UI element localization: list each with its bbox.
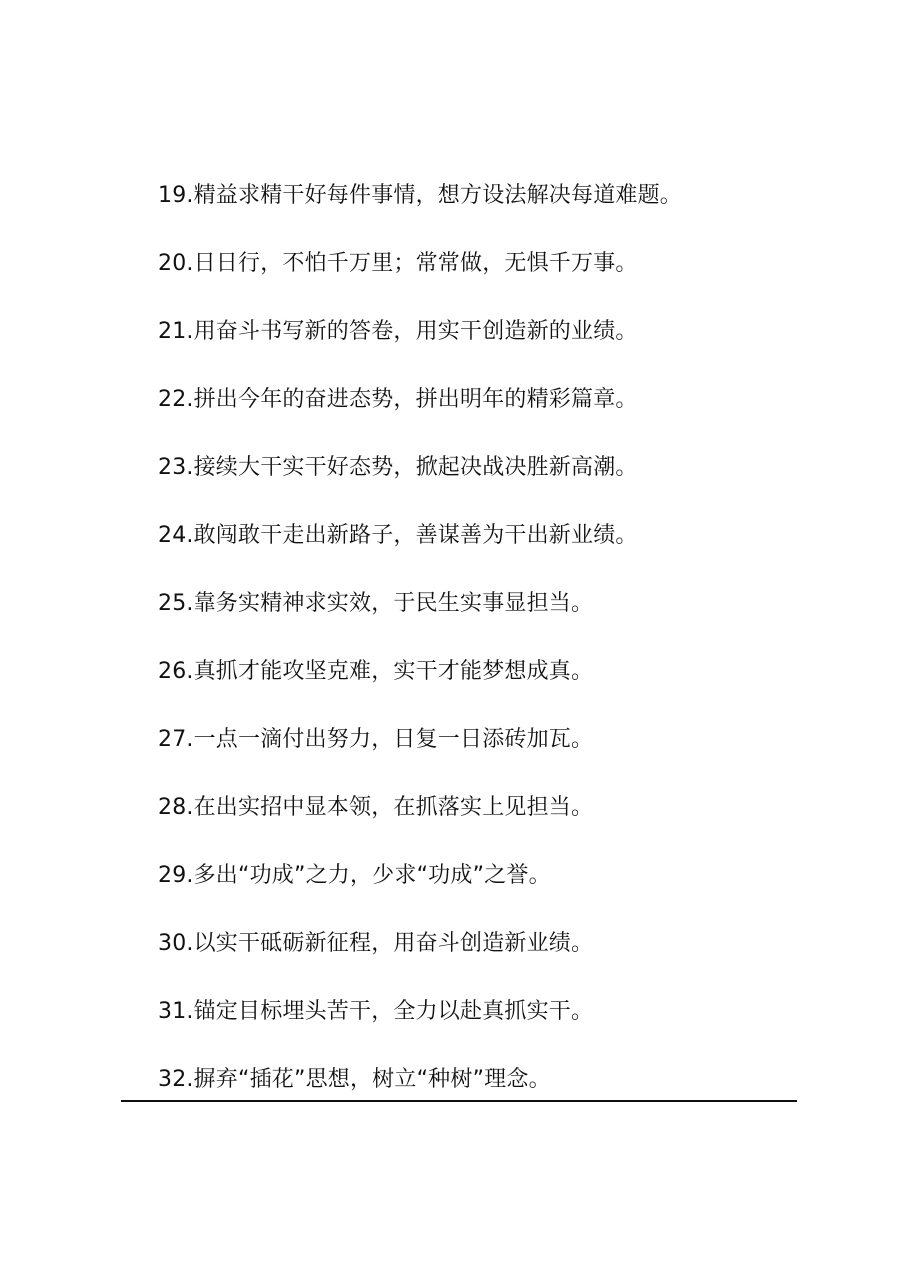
- list-item: 25.靠务实精神求实效，于民生实事显担当。: [158, 591, 594, 616]
- list-item: 20.日日行，不怕千万里；常常做，无惧千万事。: [158, 251, 638, 276]
- slogan-list: [158, 178, 798, 1130]
- list-item: 22.拼出今年的奋进态势，拼出明年的精彩篇章。: [158, 387, 638, 412]
- list-item: 26.真抓才能攻坚克难，实干才能梦想成真。: [158, 659, 594, 684]
- horizontal-rule: [121, 1100, 797, 1102]
- list-item: 24.敢闯敢干走出新路子，善谋善为干出新业绩。: [158, 523, 638, 548]
- list-item: 31.锚定目标埋头苦干，全力以赴真抓实干。: [158, 999, 594, 1024]
- list-item: 30.以实干砥砺新征程，用奋斗创造新业绩。: [158, 931, 594, 956]
- list-item: 28.在出实招中显本领，在抓落实上见担当。: [158, 795, 594, 820]
- list-item: 27.一点一滴付出努力，日复一日添砖加瓦。: [158, 727, 594, 752]
- list-item: 21.用奋斗书写新的答卷，用实干创造新的业绩。: [158, 319, 638, 344]
- list-item: 19.精益求精干好每件事情，想方设法解决每道难题。: [158, 183, 682, 208]
- list-item: 32.摒弃“插花”思想，树立“种树”理念。: [158, 1067, 551, 1092]
- list-item: 23.接续大干实干好态势，掀起决战决胜新高潮。: [158, 455, 638, 480]
- list-item: 29.多出“功成”之力，少求“功成”之誉。: [158, 863, 551, 888]
